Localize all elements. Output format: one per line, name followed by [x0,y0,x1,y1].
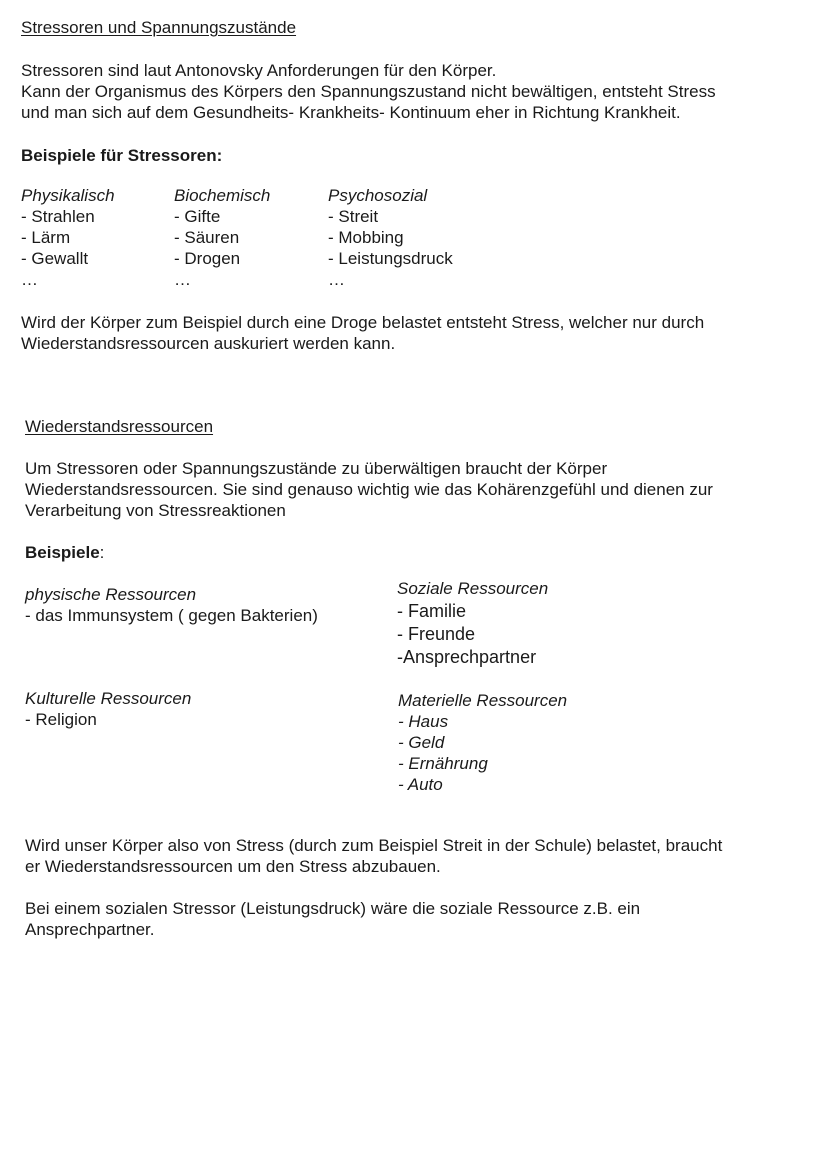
text-line: Ansprechpartner. [25,920,155,939]
stressor-column-psychosocial [328,185,453,290]
examples-heading: Beispiele für Stressoren: [21,146,223,165]
column-title: Physikalisch [21,186,115,205]
resource-title: physische Ressourcen [25,585,197,604]
list-item: … [174,270,191,289]
resource-title: Soziale Ressourcen [397,579,549,598]
list-item: - Leistungsdruck [328,249,453,268]
examples-label-bold: Beispiele [25,543,100,562]
list-item: - Haus [398,712,449,731]
list-item: - Lärm [21,228,71,247]
stressor-column-physical [21,185,115,290]
list-item: - Drogen [174,249,241,268]
text-line: Wird unser Körper also von Stress (durch zum Beispiel Streit in der Schule) belastet, braucht [25,836,723,855]
list-item: - Geld [398,733,445,752]
text-line: Verarbeitung von Stressreaktionen [25,501,286,520]
text-line: Kann der Organismus des Körpers den Spannungszustand nicht bewältigen, entsteht Stress [21,82,716,101]
conclusion-paragraph-1 [25,835,722,877]
text-line: und man sich auf dem Gesundheits- Krankheits- Kontinuum eher in Richtung Krankheit. [21,103,681,122]
list-item: - Familie [397,601,467,621]
list-item: - Gewallt [21,249,89,268]
list-item: - Gifte [174,207,221,226]
section-heading-wiederstandsressourcen: Wiederstandsressourcen [25,417,214,436]
text-line: Um Stressoren oder Spannungszustände zu überwältigen braucht der Körper [25,459,608,478]
resource-social [397,577,548,669]
list-item: - das Immunsystem ( gegen Bakterien) [25,606,318,625]
section-heading-stressoren: Stressoren und Spannungszustände [21,18,297,37]
text-line: er Wiederstandsressourcen um den Stress abzubauen. [25,857,441,876]
list-item: … [21,270,38,289]
list-item: - Mobbing [328,228,404,247]
text-line: Wiederstandsressourcen. Sie sind genauso wichtig wie das Kohärenzgefühl und dienen zur [25,480,713,499]
list-item: - Religion [25,710,97,729]
intro-paragraph [25,458,713,521]
list-item: -Ansprechpartner [397,647,537,667]
examples-label [25,542,104,563]
stressor-column-biochemical [174,185,270,290]
list-item: - Ernährung [398,754,488,773]
conclusion-paragraph [21,312,704,354]
list-item: - Streit [328,207,379,226]
list-item: - Freunde [397,624,476,644]
resource-material [398,690,567,795]
column-title: Biochemisch [174,186,271,205]
examples-label-colon: : [99,543,105,562]
text-line: Wiederstandsressourcen auskuriert werden kann. [21,334,396,353]
list-item: … [328,270,345,289]
resource-physical [25,584,318,626]
column-title: Psychosozial [328,186,428,205]
text-line: Stressoren sind laut Antonovsky Anforderungen für den Körper. [21,61,497,80]
resource-title: Kulturelle Ressourcen [25,689,192,708]
resource-cultural [25,688,191,730]
list-item: - Säuren [174,228,240,247]
conclusion-paragraph-2 [25,898,640,940]
intro-paragraph [21,60,716,123]
list-item: - Auto [398,775,443,794]
text-line: Bei einem sozialen Stressor (Leistungsdruck) wäre die soziale Ressource z.B. ein [25,899,641,918]
text-line: Wird der Körper zum Beispiel durch eine Droge belastet entsteht Stress, welcher nur durch [21,313,705,332]
list-item: - Strahlen [21,207,95,226]
resource-title: Materielle Ressourcen [398,691,568,710]
